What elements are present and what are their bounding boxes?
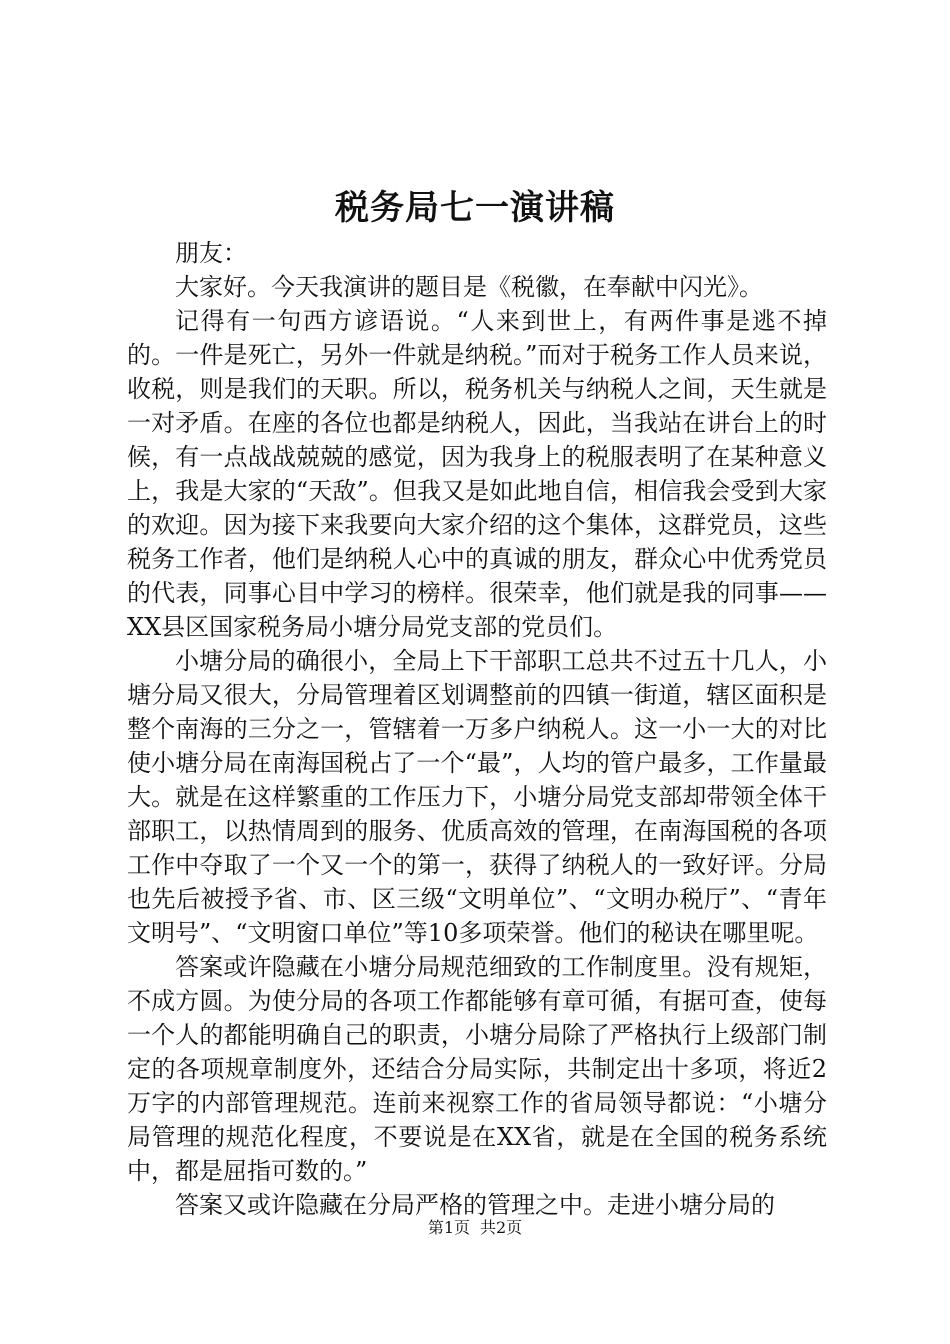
paragraph-branch-size: 小塘分局的确很小，全局上下干部职工总共不过五十几人，小塘分局又很大，分局管理着区划调整前的四镇一街道，辖区面积是整个南海的三分之一，管辖着一万多户纳税人。这一小一大的对比使小塘分局在南海国税占了一个“最”，人均的管户最多，工作量最大。就是在这样繁重的工作压力下，小塘分局党支部却带领全体干部职工，以热情周到的服务、优质高效的管理，在南海国税的各项工作中夺取了一个又一个的第一，获得了纳税人的一致好评。分局也先后被授予省、市、区三级“文明单位”、“文明办税厅”、“青年文明号”、“文明窗口单位”等10多项荣誉。他们的秘诀在哪里呢。 (127, 647, 827, 947)
paragraph-proverb: 记得有一句西方谚语说。“人来到世上，有两件事是逃不掉的。一件是死亡，另外一件就是纳税。”而对于税务工作人员来说，收税，则是我们的天职。所以，税务机关与纳税人之间，天生就是一对矛盾。在座的各位也都是纳税人，因此，当我站在讲台上的时候，有一点战战兢兢的感觉，因为我身上的税服表明了在某种意义上，我是大家的“天敌”。但我又是如此地自信，相信我会受到大家的欢迎。因为接下来我要向大家介绍的这个集体，这群党员，这些税务工作者，他们是纳税人心中的真诚的朋友，群众心中优秀党员的代表，同事心目中学习的榜样。很荣幸，他们就是我的同事——XX县区国家税务局小塘分局党支部的党员们。 (127, 307, 827, 641)
paragraph-rules: 答案或许隐藏在小塘分局规范细致的工作制度里。没有规矩，不成方圆。为使分局的各项工作都能够有章可循，有据可查，使每一个人的都能明确自己的职责，小塘分局除了严格执行上级部门制定的各项规章制度外，还结合分局实际，共制定出十多项，将近2万字的内部管理规范。连前来视察工作的省局领导都说：“小塘分局管理的规范化程度，不要说是在XX省，就是在全国的税务系统中，都是屈指可数的。” (127, 953, 827, 1185)
paragraph-greeting: 朋友： (175, 239, 247, 267)
page-footer (0, 1217, 950, 1239)
page-total: 共2页 (480, 1218, 523, 1237)
document-body (127, 236, 827, 1222)
paragraph-management: 答案又或许隐藏在分局严格的管理之中。走进小塘分局的 (175, 1191, 775, 1219)
document-title: 税务局七一演讲稿 (335, 188, 615, 228)
page-number: 第1页 (427, 1218, 470, 1237)
paragraph-intro: 大家好。今天我演讲的题目是《税徽，在奉献中闪光》。 (175, 273, 763, 301)
